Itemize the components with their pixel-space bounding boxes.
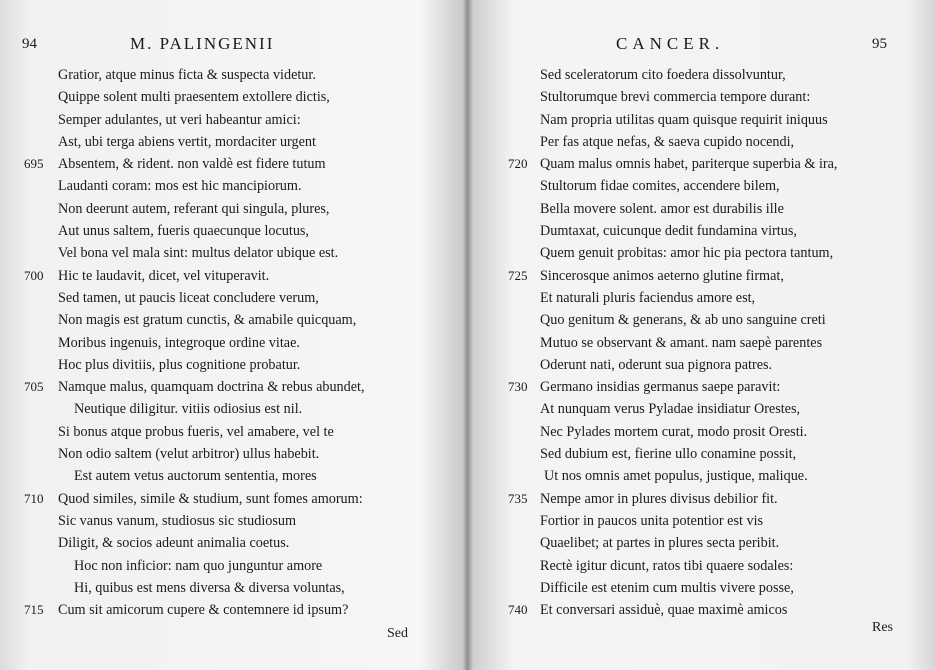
verse-line	[0, 465, 465, 487]
verse-text: Sed tamen, ut paucis liceat concludere verum,	[58, 289, 319, 306]
verse-text: Nam propria utilitas quam quisque requirit iniquus	[540, 111, 828, 128]
line-number: 710	[24, 490, 44, 506]
verse-text: Stultorum fidae comites, accendere bilem,	[540, 178, 780, 195]
verse-line	[0, 198, 465, 220]
verse-line	[0, 354, 465, 376]
verse-line	[0, 175, 465, 197]
verse-line	[0, 220, 465, 242]
verse-text: Sincerosque animos aeterno glutine firmat,	[540, 267, 784, 284]
verse-text: Quippe solent multi praesentem extollere dictis,	[58, 89, 330, 106]
verse-line	[468, 309, 935, 331]
verse-text: Dumtaxat, cuicunque dedit fundamina virtus,	[540, 223, 797, 240]
verse-text: Quod similes, simile & studium, sunt fomes amorum:	[58, 490, 363, 507]
verse-text: Hi, quibus est mens diversa & diversa voluntas,	[74, 579, 345, 596]
verse-text: Rectè igitur dicunt, ratos tibi quaere sodales:	[540, 557, 794, 574]
verse-line	[468, 287, 935, 309]
verse-text: Fortior in paucos unita potentior est vis	[540, 512, 764, 529]
verse-text: Oderunt nati, oderunt sua pignora patres.	[540, 356, 773, 373]
right-page	[468, 0, 935, 670]
verse-line	[468, 153, 935, 175]
verse-text: Laudanti coram: mos est hic mancipiorum.	[58, 178, 302, 195]
verse-line	[468, 488, 935, 510]
line-number: 730	[508, 379, 528, 395]
verse-text: Ut nos omnis amet populus, justique, malique.	[544, 468, 808, 485]
verse-text: Difficile est etenim cum multis vivere posse,	[540, 579, 794, 596]
verse-text: Sed sceleratorum cito foedera dissolvuntur,	[540, 67, 786, 83]
verse-line	[0, 332, 465, 354]
verse-line	[468, 198, 935, 220]
verse-text: Et conversari assiduè, quae maximè amicos	[540, 602, 788, 619]
verse-text: Diligit, & socios adeunt animalia coetus.	[58, 535, 290, 552]
verse-text: Germano insidias germanus saepe paravit:	[540, 379, 781, 396]
verse-text: Vel bona vel mala sint: multus delator ubique est.	[58, 245, 339, 262]
verse-text: Stultorumque brevi commercia tempore durant:	[540, 89, 811, 106]
verse-text: Quaelibet; at partes in plures secta peribit.	[540, 535, 780, 552]
verse-line	[0, 287, 465, 309]
verse-line	[468, 265, 935, 287]
verse-line	[0, 64, 465, 86]
verse-line	[0, 398, 465, 420]
verse-line	[468, 555, 935, 577]
verse-line	[468, 220, 935, 242]
verse-text: Quem genuit probitas: amor hic pia pectora tantum,	[540, 245, 834, 262]
verse-line	[468, 465, 935, 487]
verse-text: Sic vanus vanum, studiosus sic studiosum	[58, 512, 297, 529]
left-page	[0, 0, 465, 670]
verse-text: Moribus ingenuis, integroque ordine vitae.	[58, 334, 300, 351]
verse-line	[0, 488, 465, 510]
verse-line	[0, 109, 465, 131]
verse-text: Neutique diligitur. vitiis odiosius est nil.	[74, 401, 303, 418]
verse-line	[468, 532, 935, 554]
catchword: Res	[872, 620, 893, 635]
verse-line	[468, 398, 935, 420]
line-number: 735	[508, 490, 528, 506]
verse-text: Absentem, & rident. non valdè est fidere tutum	[58, 156, 326, 173]
verse-line	[0, 577, 465, 599]
verse-line	[468, 577, 935, 599]
verse-text: Quam malus omnis habet, pariterque superbia & ira,	[540, 156, 838, 173]
verse-text: Est autem vetus auctorum sententia, mores	[74, 468, 317, 485]
verse-line	[468, 443, 935, 465]
line-number: 740	[508, 602, 528, 618]
verse-line	[0, 242, 465, 264]
verse-text: Semper adulantes, ut veri habeantur amici:	[58, 111, 301, 128]
verse-text: At nunquam verus Pyladae insidiatur Orestes,	[540, 401, 801, 418]
verse-text: Cum sit amicorum cupere & contemnere id ipsum?	[58, 602, 349, 619]
verse-line	[0, 376, 465, 398]
verse-line	[0, 532, 465, 554]
verse-text: Aut unus saltem, fueris quaecunque locutus,	[58, 223, 309, 240]
verse-line	[468, 242, 935, 264]
verse-line	[468, 510, 935, 532]
verse-text: Si bonus atque probus fueris, vel amabere, vel te	[58, 423, 334, 440]
verse-lines	[0, 64, 465, 621]
running-head: CANCER.	[616, 34, 725, 53]
verse-line	[0, 555, 465, 577]
verse-line	[0, 153, 465, 175]
verse-text: Namque malus, quamquam doctrina & rebus abundet,	[58, 379, 365, 396]
verse-line	[468, 376, 935, 398]
verse-line	[468, 354, 935, 376]
verse-text: Non magis est gratum cunctis, & amabile quicquam,	[58, 312, 357, 329]
verse-text: Sed dubium est, fierine ullo conamine possit,	[540, 446, 797, 463]
verse-text: Nempe amor in plures divisus debilior fit.	[540, 490, 778, 507]
verse-text: Gratior, atque minus ficta & suspecta videtur.	[58, 67, 316, 83]
page-number: 94	[22, 36, 37, 52]
verse-text: Quo genitum & generans, & ab uno sanguine creti	[540, 312, 826, 329]
verse-text: Ast, ubi terga abiens vertit, mordaciter urgent	[58, 133, 316, 150]
verse-line	[0, 421, 465, 443]
verse-text: Hoc plus divitiis, plus cognitione probatur.	[58, 356, 301, 373]
verse-line	[0, 131, 465, 153]
verse-line	[0, 599, 465, 621]
page-number: 95	[872, 36, 887, 52]
verse-line	[468, 421, 935, 443]
verse-line	[468, 131, 935, 153]
line-number: 715	[24, 602, 44, 618]
verse-line	[468, 175, 935, 197]
verse-line	[468, 332, 935, 354]
verse-line	[468, 599, 935, 621]
verse-text: Non deerunt autem, referant qui singula, plures,	[58, 200, 330, 217]
verse-text: Hoc non inficior: nam quo junguntur amore	[74, 557, 323, 574]
verse-line	[0, 510, 465, 532]
verse-lines	[468, 64, 935, 621]
verse-line	[468, 109, 935, 131]
line-number: 700	[24, 267, 44, 283]
catchword: Sed	[387, 626, 408, 641]
line-number: 720	[508, 156, 528, 172]
line-number: 705	[24, 379, 44, 395]
running-head: M. PALINGENII	[130, 34, 275, 53]
verse-line	[0, 443, 465, 465]
verse-line	[468, 86, 935, 108]
verse-text: Et naturali pluris faciendus amore est,	[540, 289, 756, 306]
verse-line	[0, 265, 465, 287]
line-number: 695	[24, 156, 44, 172]
verse-text: Hic te laudavit, dicet, vel vituperavit.	[58, 267, 270, 284]
verse-text: Per fas atque nefas, & saeva cupido nocendi,	[540, 133, 795, 150]
verse-text: Bella movere solent. amor est durabilis ille	[540, 200, 784, 217]
line-number: 725	[508, 267, 528, 283]
verse-text: Nec Pylades mortem curat, modo prosit Oresti.	[540, 423, 808, 440]
verse-line	[0, 86, 465, 108]
verse-text: Mutuo se observant & amant. nam saepè parentes	[540, 334, 823, 351]
verse-text: Non odio saltem (velut arbitror) ullus habebit.	[58, 446, 320, 463]
verse-line	[468, 64, 935, 86]
verse-line	[0, 309, 465, 331]
